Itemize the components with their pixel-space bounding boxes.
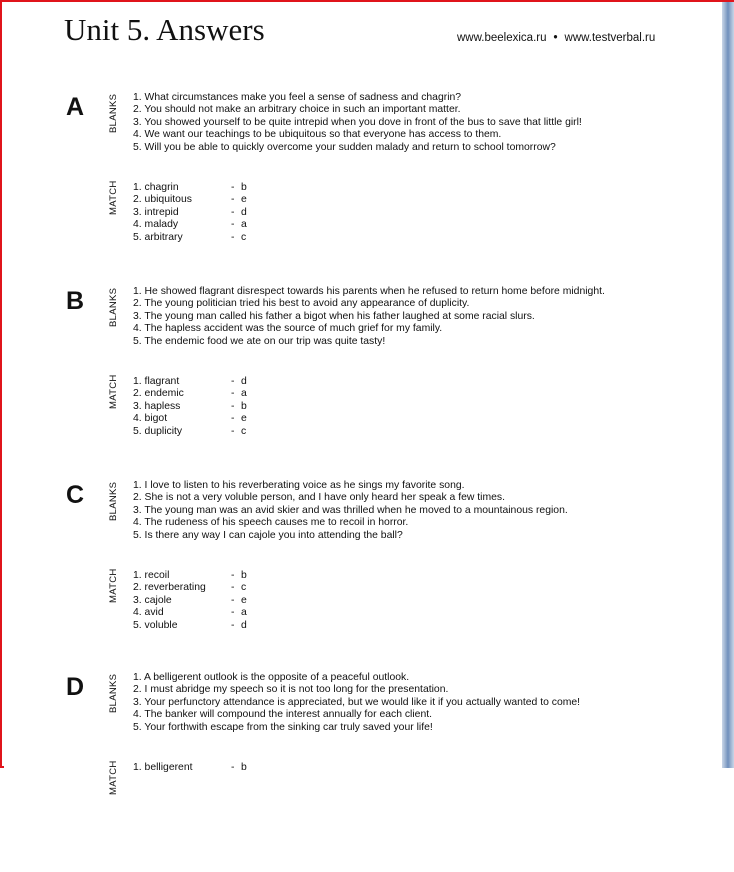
match-dash: - <box>231 231 235 243</box>
match-label: MATCH <box>108 568 119 603</box>
sentence-line: 5. The endemic food we ate on our trip was quite tasty! <box>133 335 386 347</box>
match-letter: b <box>241 570 247 581</box>
match-letter: a <box>241 607 247 619</box>
sentence-line: 4. The rudeness of his speech causes me to recoil in horror. <box>133 517 409 529</box>
match-word: 5. voluble <box>133 619 178 631</box>
match-dash: - <box>231 425 235 437</box>
header-websites <box>457 32 655 44</box>
match-dash: - <box>231 762 235 773</box>
section-a <box>4 92 722 292</box>
match-letter: d <box>241 376 247 387</box>
match-letter: d <box>241 619 247 631</box>
match-word: 4. bigot <box>133 413 168 425</box>
match-word: 1. flagrant <box>133 376 180 387</box>
sentence-line: 2. I must abridge my speech so it is not too long for the presentation. <box>133 684 449 696</box>
blanks-label: BLANKS <box>108 481 119 521</box>
match-word: 4. malady <box>133 219 179 231</box>
sentence-line: 4. The hapless accident was the source of much grief for my family. <box>133 323 443 335</box>
match-dash: - <box>231 570 235 581</box>
match-letter: a <box>241 388 247 400</box>
match-letter: c <box>241 582 247 594</box>
sentence-line: 3. Your perfunctory attendance is appreciated, but we would like it if you actually wanted to come! <box>133 696 581 708</box>
sentence-line: 4. The banker will compound the interest annually for each client. <box>133 709 432 721</box>
window-side-edge <box>722 2 734 768</box>
match-dash: - <box>231 413 235 425</box>
match-label: MATCH <box>108 374 119 409</box>
match-word: 1. chagrin <box>133 182 179 193</box>
match-word: 3. hapless <box>133 400 181 412</box>
blanks-label: BLANKS <box>108 287 119 327</box>
match-dash: - <box>231 194 235 206</box>
match-letter: c <box>241 231 247 243</box>
blanks-label: BLANKS <box>108 673 119 713</box>
section-letter: C <box>66 481 85 509</box>
match-word: 5. duplicity <box>133 425 183 437</box>
sentence-line: 2. The young politician tried his best to avoid any appearance of duplicity. <box>133 298 470 310</box>
match-dash: - <box>231 206 235 218</box>
match-word: 2. reverberating <box>133 582 206 594</box>
match-dash: - <box>231 388 235 400</box>
match-dash: - <box>231 582 235 594</box>
sentence-line: 3. The young man was an avid skier and was thrilled when he moved to a mountainous region. <box>133 504 568 516</box>
match-dash: - <box>231 619 235 631</box>
blanks-sentences <box>133 286 605 348</box>
match-letter: e <box>241 413 247 425</box>
match-dash: - <box>231 376 235 387</box>
sentence-line: 1. I love to listen to his reverberating voice as he sings my favorite song. <box>133 480 465 491</box>
match-word: 5. arbitrary <box>133 231 183 243</box>
blanks-sentences <box>133 672 580 734</box>
separator-bullet: • <box>553 32 558 44</box>
match-dash: - <box>231 607 235 619</box>
sentence-line: 5. Will you be able to quickly overcome your sudden malady and return to school tomorrow? <box>133 141 556 153</box>
sentence-line: 2. You should not make an arbitrary choice in such an important matter. <box>133 104 461 116</box>
sentence-line: 3. The young man called his father a bigot when his father laughed at some racial slurs. <box>133 310 535 322</box>
section-letter: A <box>66 93 85 121</box>
website-link-beelexica[interactable]: www.beelexica.ru <box>457 32 547 44</box>
sentence-line: 1. What circumstances make you feel a sense of sadness and chagrin? <box>133 92 462 103</box>
match-word: 3. intrepid <box>133 206 179 218</box>
match-letter: b <box>241 400 247 412</box>
document-page <box>4 2 722 795</box>
match-word: 3. cajole <box>133 594 172 606</box>
match-dash: - <box>231 400 235 412</box>
match-word: 4. avid <box>133 607 164 619</box>
sentence-line: 4. We want our teachings to be ubiquitous so that everyone has access to them. <box>133 129 502 141</box>
match-letter: d <box>241 206 247 218</box>
match-letter: e <box>241 594 247 606</box>
section-c <box>4 480 722 680</box>
match-letter: c <box>241 425 247 437</box>
match-word: 1. belligerent <box>133 762 193 773</box>
sentence-line: 5. Is there any way I can cajole you into attending the ball? <box>133 529 403 541</box>
website-link-testverbal[interactable]: www.testverbal.ru <box>564 32 656 44</box>
blanks-sentences <box>133 92 582 154</box>
sentence-line: 5. Your forthwith escape from the sinking car truly saved your life! <box>133 721 433 733</box>
section-letter: B <box>66 287 85 315</box>
match-letter: b <box>241 182 247 193</box>
blanks-label: BLANKS <box>108 93 119 133</box>
sentence-line: 1. He showed flagrant disrespect towards his parents when he refused to return home before midnight. <box>133 286 605 297</box>
section-letter: D <box>66 673 85 701</box>
blanks-sentences <box>133 480 568 542</box>
sentence-line: 1. A belligerent outlook is the opposite of a peaceful outlook. <box>133 672 410 683</box>
match-label: MATCH <box>108 760 119 795</box>
match-word: 1. recoil <box>133 570 170 581</box>
match-word: 2. ubiquitous <box>133 194 192 206</box>
match-letter: e <box>241 194 247 206</box>
match-dash: - <box>231 219 235 231</box>
section-d <box>4 672 722 872</box>
match-label: MATCH <box>108 180 119 215</box>
page-title: Unit 5. Answers <box>64 12 265 47</box>
sentence-line: 2. She is not a very voluble person, and I have only heard her speak a few times. <box>133 492 505 504</box>
match-dash: - <box>231 182 235 193</box>
match-dash: - <box>231 594 235 606</box>
section-b <box>4 286 722 486</box>
sentence-line: 3. You showed yourself to be quite intrepid when you dove in front of the bus to save that little girl! <box>133 116 582 128</box>
match-letter: b <box>241 762 247 773</box>
match-word: 2. endemic <box>133 388 184 400</box>
match-letter: a <box>241 219 247 231</box>
